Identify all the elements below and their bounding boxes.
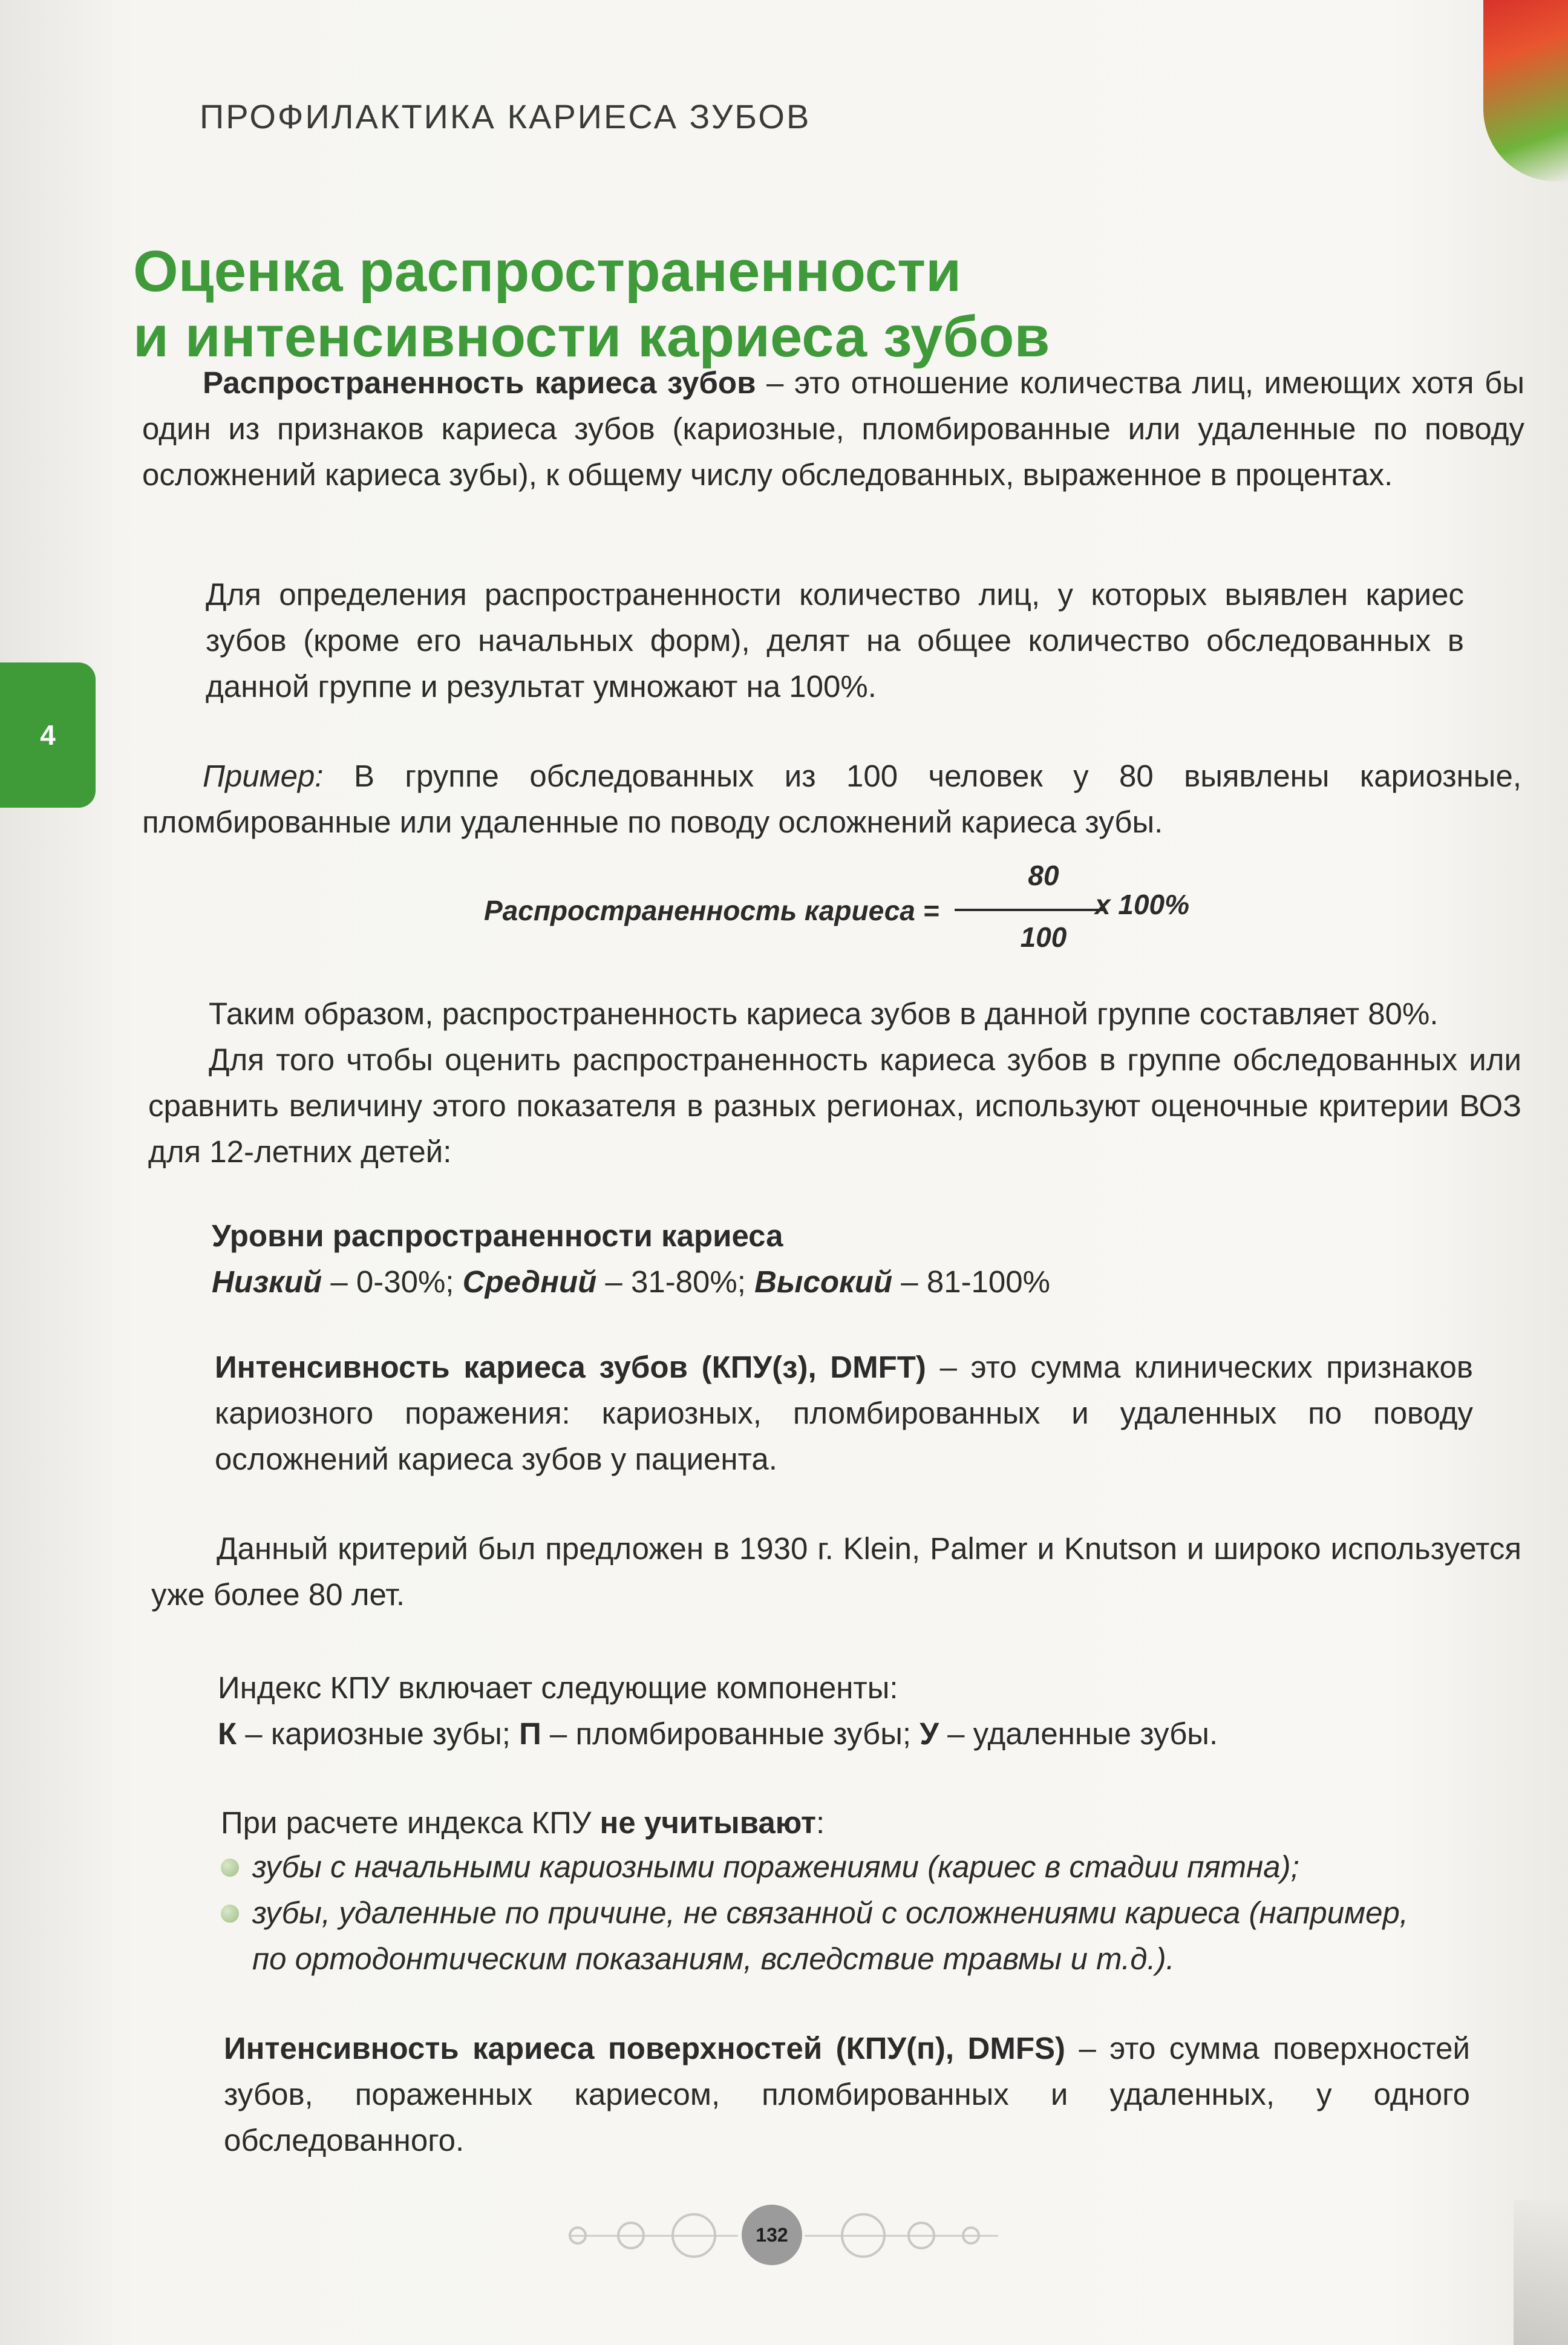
page-edge-shadow <box>1514 2200 1568 2345</box>
level-mid-value: – 31-80%; <box>596 1264 755 1299</box>
exclusions-list <box>221 1844 1425 1982</box>
formula-label: Распространенность кариеса = <box>484 895 939 926</box>
levels-line <box>212 1259 1482 1305</box>
list-item-text: зубы с начальными кариозными поражениями (кариес в стадии пятна); <box>252 1850 1299 1884</box>
component-p-text: – пломбированные зубы; <box>541 1716 920 1751</box>
list-item <box>221 1890 1425 1982</box>
paragraph-conclusion: Таким образом, распространенность кариеса зубов в данной группе составляет 80%. <box>209 996 1439 1031</box>
component-u: У <box>920 1716 939 1751</box>
footer-ring-icon <box>907 2222 935 2249</box>
paragraph-surface-intensity <box>224 2026 1470 2163</box>
exclusions-not-counted: не учитывают <box>599 1805 817 1840</box>
paragraph-prevalence-definition <box>142 360 1524 498</box>
formula-fraction-bar <box>955 909 1106 911</box>
chapter-tab: 4 <box>0 662 96 808</box>
component-p: П <box>519 1716 541 1751</box>
section-title <box>133 239 1050 370</box>
footer-ring-icon <box>671 2213 716 2258</box>
formula-multiplier: х 100% <box>1095 889 1190 920</box>
footer-ring-icon <box>962 2226 980 2245</box>
list-item-text: зубы, удаленные по причине, не связанной с осложнениями кариеса (например, по ортодонтическим показаниям, вследствие травмы и т.д.). <box>252 1895 1408 1976</box>
paragraph-prevalence-method: Для определения распространенности количество лиц, у которых выявлен кариес зубов (кроме его начальных форм), делят на общее количество обследованных в данной группе и результат умножают на 100%. <box>206 577 1464 704</box>
level-low-value: – 0-30%; <box>322 1264 463 1299</box>
level-low-label: Низкий <box>212 1264 322 1299</box>
list-item <box>221 1844 1425 1890</box>
level-mid-label: Средний <box>462 1264 597 1299</box>
section-title-line-2: и интенсивности кариеса зубов <box>133 304 1050 369</box>
footer-ring-icon <box>569 2226 587 2245</box>
levels-heading: Уровни распространенности кариеса <box>212 1218 783 1253</box>
paragraph-who-criteria: Для того чтобы оценить распространенность кариеса зубов в группе обследованных или сравнить величину этого показателя в разных регионах, используют оценочные критерии ВОЗ для 12-летних детей: <box>148 1042 1521 1169</box>
intensity-dmfs-text: – это сумма поверхностей зубов, пораженных кариесом, пломбированных и удаленных, у одного обследованного. <box>224 2031 1470 2157</box>
term-prevalence: Распространенность кариеса зубов <box>203 365 756 400</box>
components-line <box>218 1711 1488 1757</box>
level-high-value: – 81-100% <box>892 1264 1050 1299</box>
component-k: К <box>218 1716 237 1751</box>
running-head: ПРОФИЛАКТИКА КАРИЕСА ЗУБОВ <box>200 97 811 136</box>
page-number: 132 <box>742 2205 802 2265</box>
formula-numerator: 80 <box>1028 860 1059 891</box>
term-intensity-dmft: Интенсивность кариеса зубов (КПУ(з), DMFT) <box>215 1350 926 1384</box>
paragraph-dmft-components <box>218 1665 1488 1757</box>
prevalence-formula <box>484 859 1228 956</box>
component-k-text: – кариозные зубы; <box>237 1716 520 1751</box>
formula-denominator: 100 <box>1020 921 1067 953</box>
level-high-label: Высокий <box>754 1264 893 1299</box>
paragraph-example <box>142 753 1521 845</box>
component-u-text: – удаленные зубы. <box>938 1716 1218 1751</box>
exclusions-colon: : <box>816 1805 825 1840</box>
components-intro: Индекс КПУ включает следующие компоненты: <box>218 1670 898 1705</box>
prevalence-levels <box>212 1213 1482 1305</box>
section-title-line-1: Оценка распространенности <box>133 239 962 304</box>
example-label: Пример: <box>203 759 324 793</box>
bullet-dot-icon <box>221 1859 239 1877</box>
prevalence-definition-text: – это отношение количества лиц, имеющих хотя бы один из признаков кариеса зубов (кариозные, пломбированные или удаленные по поводу осложнений кариеса зубы), к общему числу обследованных, выраженное в процентах. <box>142 365 1524 492</box>
paragraph-caries-intensity <box>215 1344 1473 1482</box>
term-intensity-dmfs: Интенсивность кариеса поверхностей (КПУ(п), DMFS) <box>224 2031 1065 2065</box>
paragraph-criterion-history: Данный критерий был предложен в 1930 г. Klein, Palmer и Knutson и широко используется уже более 80 лет. <box>151 1531 1521 1612</box>
footer-ring-icon <box>617 2222 645 2249</box>
exclusions-intro-text: При расчете индекса КПУ <box>221 1805 600 1840</box>
paragraph-exclusions-intro <box>221 1800 1491 1846</box>
footer-ring-icon <box>841 2213 886 2258</box>
intensity-dmft-text: – это сумма клинических признаков кариозного поражения: кариозных, пломбированных и удаленных по поводу осложнений кариеса зубов у пациента. <box>215 1350 1473 1476</box>
example-text: В группе обследованных из 100 человек у 80 выявлены кариозные, пломбированные или удаленные по поводу осложнений кариеса зубы. <box>142 759 1521 839</box>
page-footer <box>557 2202 1016 2269</box>
bullet-dot-icon <box>221 1905 239 1923</box>
